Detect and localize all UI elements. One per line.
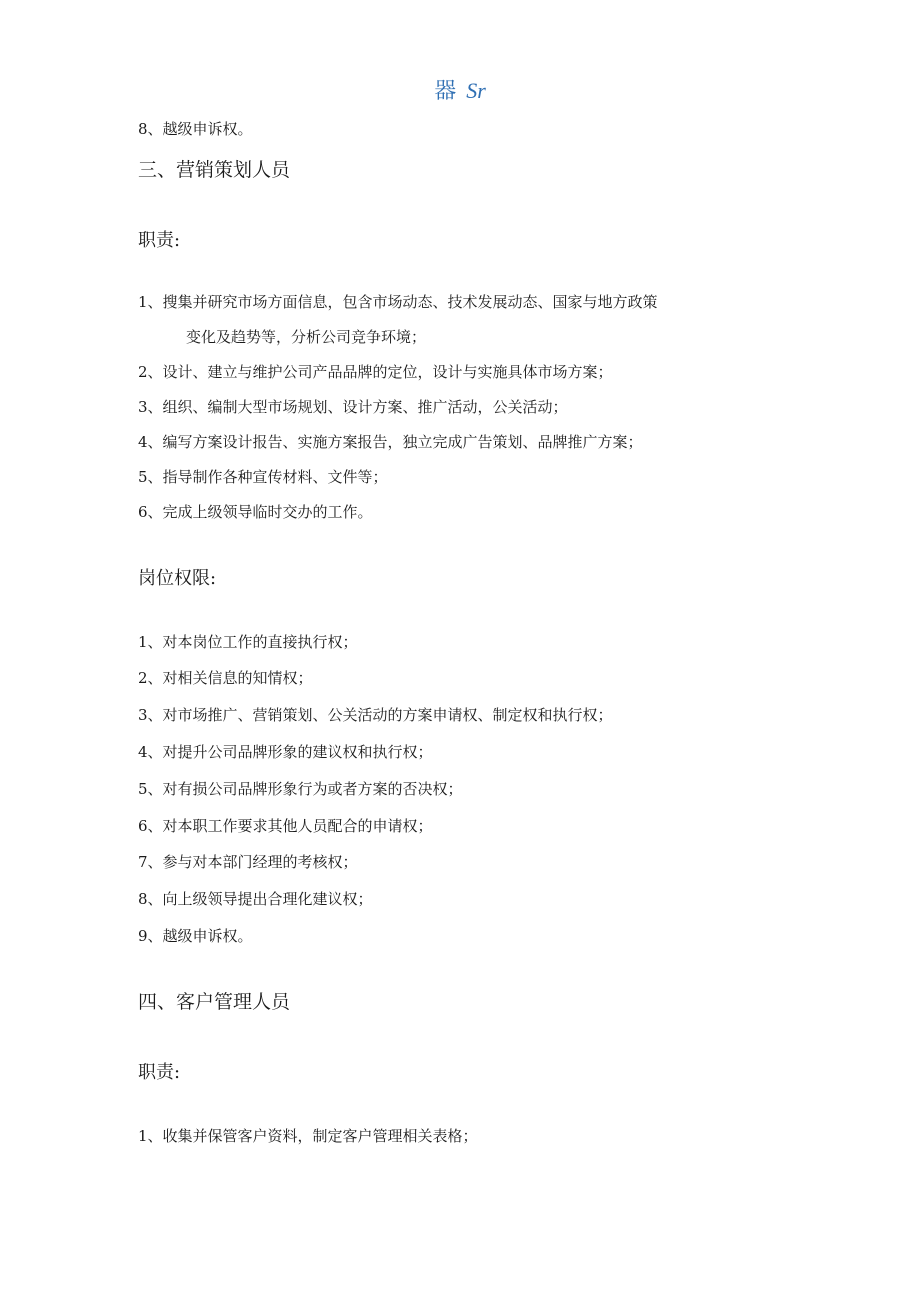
- list-item: 3、组织、编制大型市场规划、设计方案、推广活动，公关活动；: [138, 398, 568, 416]
- list-item: 6、完成上级领导临时交办的工作。: [138, 503, 373, 521]
- list-item: 2、对相关信息的知情权；: [138, 669, 313, 687]
- list-item: 8、越级申诉权。: [138, 120, 253, 138]
- list-item: 5、指导制作各种宣传材料、文件等；: [138, 468, 388, 486]
- list-item: 1、收集并保管客户资料，制定客户管理相关表格；: [138, 1127, 478, 1145]
- list-item: 8、向上级领导提出合理化建议权；: [138, 890, 373, 908]
- list-item: 6、对本职工作要求其他人员配合的申请权；: [138, 817, 433, 835]
- list-item: 4、对提升公司品牌形象的建议权和执行权；: [138, 743, 433, 761]
- list-item: 5、对有损公司品牌形象行为或者方案的否决权；: [138, 780, 463, 798]
- duties-label: 职责:: [138, 230, 181, 251]
- header-latin: Sr: [466, 78, 486, 103]
- authority-label: 岗位权限:: [138, 568, 217, 589]
- list-item: 7、参与对本部门经理的考核权；: [138, 853, 358, 871]
- page-header-mark: [0, 76, 920, 107]
- section-heading-customer-management: 四、客户管理人员: [138, 991, 291, 1013]
- section-heading-marketing-planning: 三、营销策划人员: [138, 159, 291, 181]
- list-item: 1、对本岗位工作的直接执行权；: [138, 633, 358, 651]
- list-item: 2、设计、建立与维护公司产品品牌的定位，设计与实施具体市场方案；: [138, 363, 613, 381]
- list-item: 9、越级申诉权。: [138, 927, 253, 945]
- list-item: 1、搜集并研究市场方面信息，包含市场动态、技术发展动态、国家与地方政策: [138, 293, 658, 311]
- list-item: 4、编写方案设计报告、实施方案报告，独立完成广告策划、品牌推广方案；: [138, 433, 643, 451]
- header-cjk: 器: [434, 79, 457, 104]
- duties-label: 职责:: [138, 1062, 181, 1083]
- list-item-continuation: 变化及趋势等，分析公司竞争环境；: [186, 328, 427, 346]
- list-item: 3、对市场推广、营销策划、公关活动的方案申请权、制定权和执行权；: [138, 706, 613, 724]
